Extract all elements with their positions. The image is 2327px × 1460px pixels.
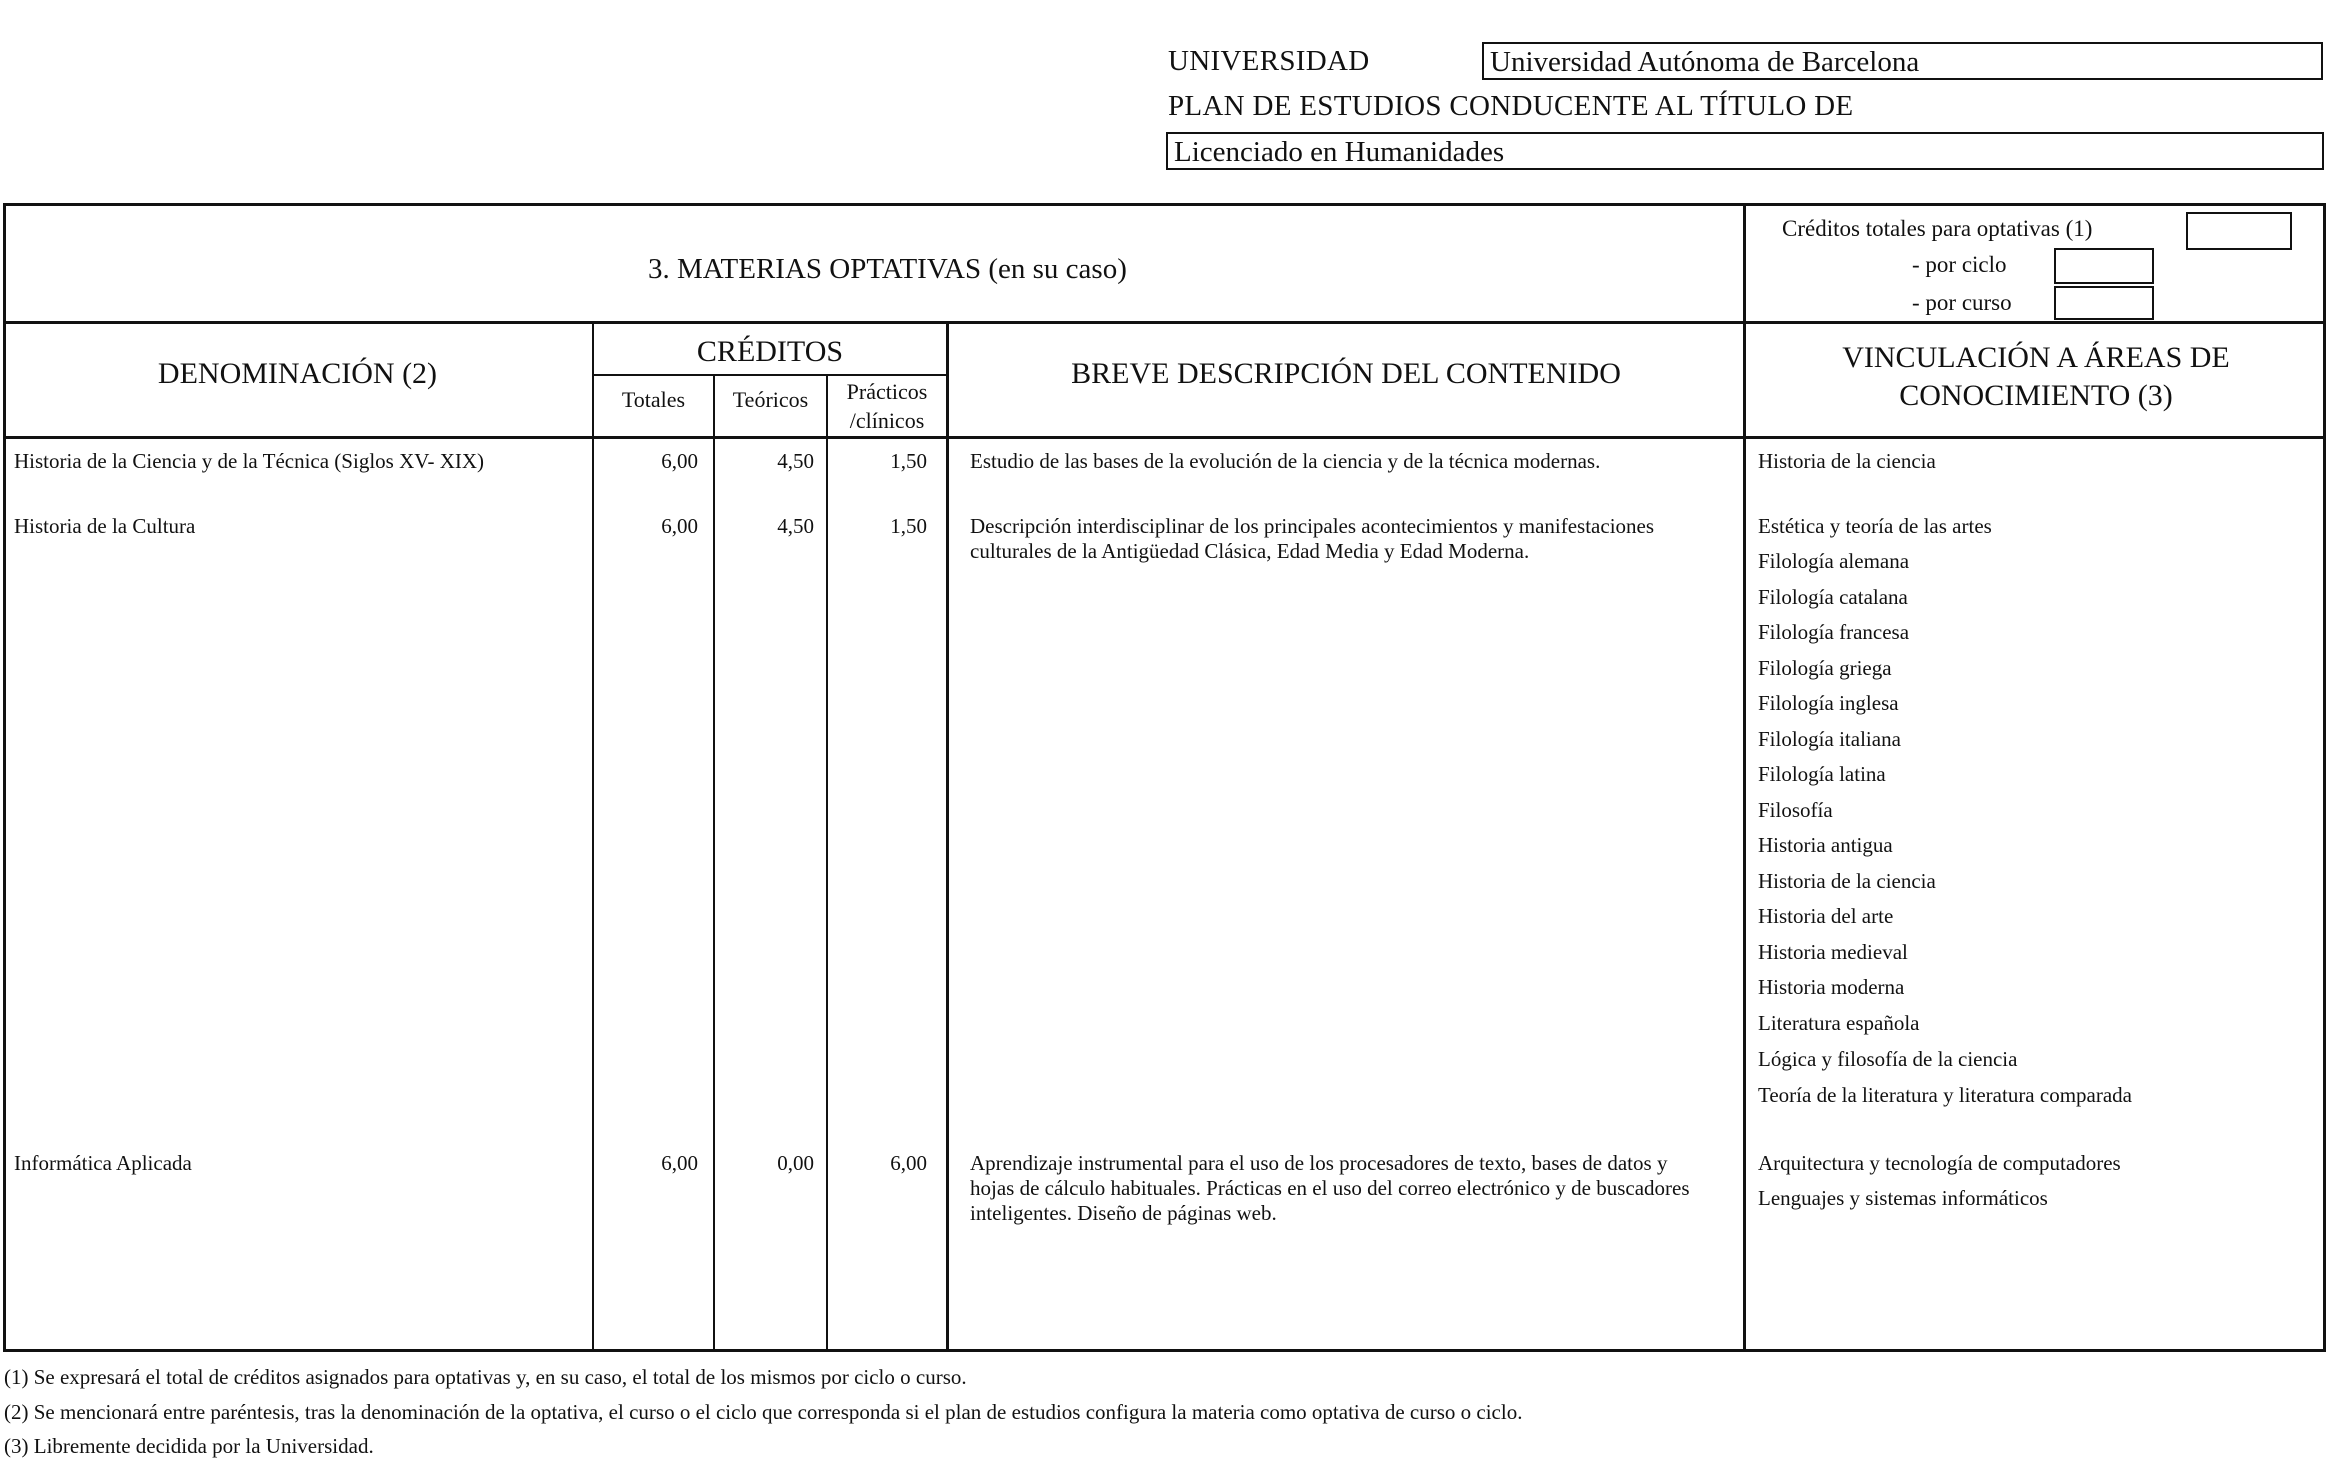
- section-title: 3. MATERIAS OPTATIVAS (en su caso): [648, 253, 1127, 285]
- header-practicos: Prácticos: [846, 379, 928, 404]
- row-1-totales: 6,00: [661, 449, 698, 473]
- header-teoricos: Teóricos: [732, 387, 809, 412]
- row-2-area: Filología griega: [1758, 656, 1892, 680]
- row-3-totales: 6,00: [661, 1151, 698, 1175]
- row-3-denominacion: Informática Aplicada: [14, 1151, 192, 1175]
- row-2-area: Historia de la ciencia: [1758, 869, 1936, 893]
- row-2-area: Filosofía: [1758, 798, 1833, 822]
- row-1-practicos: 1,50: [890, 449, 927, 473]
- row-1-descripcion: Estudio de las bases de la evolución de la ciencia y de la técnica modernas.: [970, 449, 1601, 473]
- row-2-practicos: 1,50: [890, 514, 927, 538]
- header-denominacion: DENOMINACIÓN (2): [157, 357, 438, 390]
- row-2-area: Filología inglesa: [1758, 691, 1899, 715]
- divider: [946, 321, 949, 1352]
- row-3-area: Lenguajes y sistemas informáticos: [1758, 1186, 2048, 1210]
- row-2-area: Filología italiana: [1758, 727, 1901, 751]
- titulo-field: Licenciado en Humanidades: [1166, 132, 2324, 170]
- por-curso-label: - por curso: [1912, 290, 2012, 315]
- row-2-area: Lógica y filosofía de la ciencia: [1758, 1047, 2018, 1071]
- row-1-denominacion: Historia de la Ciencia y de la Técnica (Siglos XV- XIX): [14, 449, 485, 473]
- footnote-2: (2) Se mencionará entre paréntesis, tras la denominación de la optativa, el curso o el ciclo que corresponda si el plan de estudios configura la materia como optativa de curso o ciclo.: [4, 1400, 1523, 1424]
- divider: [3, 436, 2326, 439]
- row-3-area: Arquitectura y tecnología de computadores: [1758, 1151, 2121, 1175]
- creditos-totales-box: [2186, 212, 2292, 250]
- row-2-area: Estética y teoría de las artes: [1758, 514, 1992, 538]
- header-totales: Totales: [621, 387, 686, 412]
- row-2-area: Filología alemana: [1758, 549, 1910, 573]
- row-2-area: Historia medieval: [1758, 940, 1908, 964]
- row-2-area: Teoría de la literatura y literatura comparada: [1758, 1083, 2132, 1107]
- header-descripcion: BREVE DESCRIPCIÓN DEL CONTENIDO: [1071, 357, 1621, 390]
- universidad-label: UNIVERSIDAD: [1168, 45, 1370, 77]
- por-curso-box: [2054, 286, 2154, 320]
- row-2-denominacion: Historia de la Cultura: [14, 514, 196, 538]
- row-2-area: Literatura española: [1758, 1011, 1920, 1035]
- footnote-1: (1) Se expresará el total de créditos asignados para optativas y, en su caso, el total de los mismos por ciclo o curso.: [4, 1365, 967, 1389]
- row-2-teoricos: 4,50: [777, 514, 814, 538]
- footnote-3: (3) Libremente decidida por la Universidad.: [4, 1434, 374, 1458]
- row-2-area: Historia antigua: [1758, 833, 1893, 857]
- header-vinculacion-2: CONOCIMIENTO (3): [1899, 379, 2173, 412]
- row-3-practicos: 6,00: [890, 1151, 927, 1175]
- por-ciclo-label: - por ciclo: [1912, 252, 2007, 277]
- header-vinculacion-1: VINCULACIÓN A ÁREAS DE: [1842, 341, 2230, 374]
- row-1-area: Historia de la ciencia: [1758, 449, 1936, 473]
- row-2-area: Filología latina: [1758, 762, 1886, 786]
- row-2-area: Filología francesa: [1758, 620, 1910, 644]
- header-clinicos: /clínicos: [849, 408, 925, 433]
- divider: [592, 321, 594, 1352]
- row-2-area: Historia moderna: [1758, 975, 1905, 999]
- plan-label: PLAN DE ESTUDIOS CONDUCENTE AL TÍTULO DE: [1168, 90, 1854, 122]
- row-2-area: Historia del arte: [1758, 904, 1894, 928]
- por-ciclo-box: [2054, 248, 2154, 284]
- divider: [3, 321, 2326, 324]
- row-3-descripcion: Aprendizaje instrumental para el uso de los procesadores de texto, bases de datos y hojas de cálculo habituales. Prácticas en el uso del correo electrónico y de buscadores inteligentes. Diseño de páginas web.: [970, 1151, 1690, 1225]
- universidad-field: Universidad Autónoma de Barcelona: [1482, 42, 2323, 80]
- divider: [593, 374, 948, 376]
- row-3-teoricos: 0,00: [777, 1151, 814, 1175]
- row-2-totales: 6,00: [661, 514, 698, 538]
- creditos-totales-label: Créditos totales para optativas (1): [1782, 216, 2093, 241]
- header-creditos: CRÉDITOS: [696, 335, 844, 368]
- row-2-area: Filología catalana: [1758, 585, 1908, 609]
- row-2-descripcion: Descripción interdisciplinar de los principales acontecimientos y manifestaciones culturales de la Antigüedad Clásica, Edad Media y Edad Moderna.: [970, 514, 1655, 563]
- row-1-teoricos: 4,50: [777, 449, 814, 473]
